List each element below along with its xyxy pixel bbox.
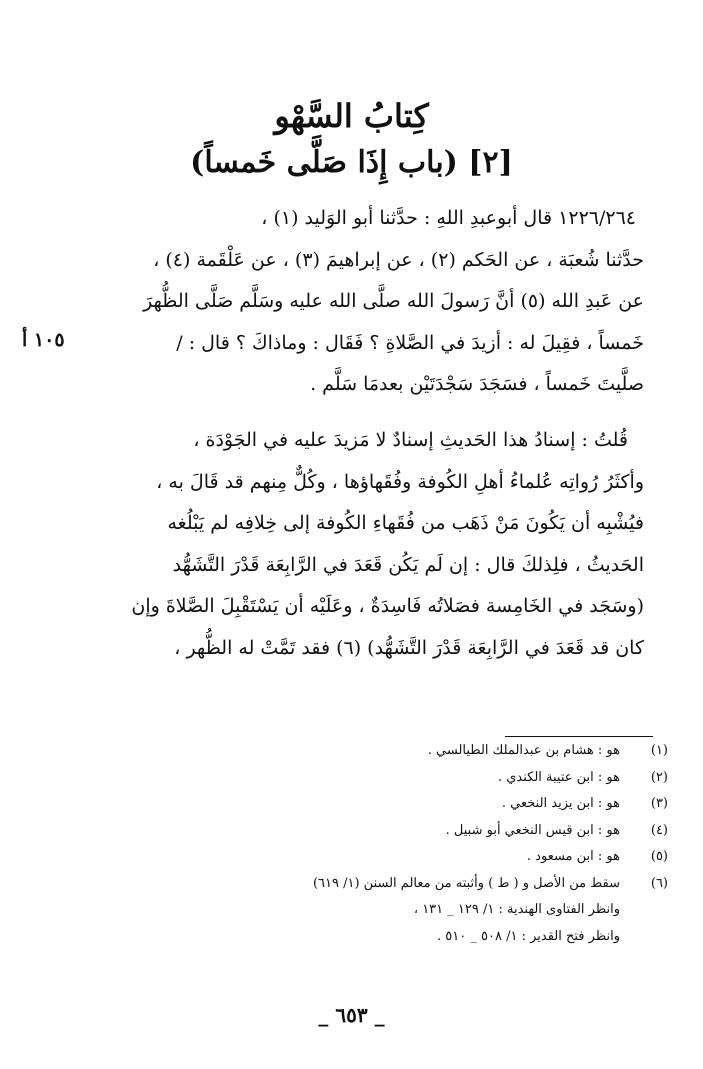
chapter-title: [٢] (باب إِذَا صَلَّى خَمساً) <box>190 145 513 180</box>
hadith-line: صلَّيتَ خَمساً ، فسَجَدَ سَجْدَتَيْن بعدمَا سَلَّم . <box>310 373 644 396</box>
footnote-text-line: وانظر فتح القدير : ١/ ٥٠٨ _ ٥١٠ . <box>437 928 620 944</box>
folio-marker: ١٠٥ أ <box>22 329 65 351</box>
footnote-number: (١) <box>650 743 668 758</box>
footnote-text-line: وانظر الفتاوى الهندية : ١/ ١٢٩ _ ١٣١ ، <box>413 902 620 917</box>
footnote-number: (٣) <box>650 796 668 811</box>
footnote-item <box>190 765 668 792</box>
footnote-item <box>190 791 668 818</box>
page-number: _ ٦٥٣ _ <box>318 1003 385 1027</box>
hadith-line: خَمساً ، فقِيلَ له : أزيدَ في الصَّلاةِ ؟ فَقَال : وماذاكَ ؟ قال : / <box>176 331 644 354</box>
commentary-line: قُلتُ : إسنادُ هذا الحَديثِ إسنادٌ لا مَزيدَ عليه في الجَوْدَة ، <box>193 429 628 451</box>
footnote-item <box>190 844 668 871</box>
commentary-text <box>66 420 644 670</box>
hadith-line: حدَّثنا شُعبَة ، عن الحَكم (٢) ، عن إبراهيمَ (٣) ، عن عَلْقَمة (٤) ، <box>153 248 644 271</box>
footnote-text: هو : ابن عتيبة الكندي . <box>497 769 620 785</box>
footnote-item <box>190 738 668 765</box>
footnote-text: هو : هشام بن عبدالملك الطيالسي . <box>427 743 620 758</box>
footnote-text-line: سقط من الأصل و ( ط ) وأثبته من معالم السنن (١/ ٦١٩) <box>312 875 620 891</box>
footnote-number: (٦) <box>650 875 668 891</box>
footnote-text: هو : ابن يزيد النخعي . <box>501 796 620 811</box>
commentary-line: (وسَجَد في الخَامِسة فصَلاتُه فَاسِدَةٌ ، وعَلَيْه أن يَسْتَقْبِلَ الصَّلاةَ وإن <box>131 595 644 618</box>
hadith-line: ١٢٢٦/٢٦٤ قال أبوعبدِ اللهِ : حدَّثنا أبو الوَليد (١) ، <box>261 207 636 229</box>
hadith-line: عن عَبدِ الله (٥) أنَّ رَسولَ الله صلَّى الله عليه وسَلَّم صَلَّى الظُّهرَ <box>143 290 644 313</box>
footnote-item <box>190 818 668 845</box>
commentary-line: كان قد قَعَدَ في الرَّابِعَة قَدْرَ التَّشَهُّد) (٦) فقد تَمَّتْ له الظُّهر ، <box>174 636 644 659</box>
footnote-divider <box>505 736 653 737</box>
footnote-text: هو : ابن مسعود . <box>526 849 620 864</box>
commentary-line: فيُشْبِه أن يَكُونَ مَنْ ذَهَب من فُقَهاءِ الكُوفة إلى خِلافِه لم يَبْلُغه <box>167 512 644 535</box>
hadith-text <box>66 198 644 406</box>
footnote-number: (٤) <box>650 822 668 838</box>
footnote-item <box>190 871 668 951</box>
footnote-number: (٢) <box>650 769 668 785</box>
footnote-text: هو : ابن قيس النخعي أبو شبيل . <box>445 822 620 838</box>
footnotes <box>190 738 668 950</box>
footnote-number: (٥) <box>650 849 668 864</box>
footnote-text <box>190 871 620 951</box>
commentary-line: الحَديثُ ، فلِذلكَ قال : إن لَم يَكُن قَعَدَ في الرَّابِعَة قَدْرَ التَّشَهُّد <box>172 553 644 576</box>
book-title: كِتابُ السَّهْو <box>274 97 429 135</box>
commentary-line: وأكثَرُ رُواتِه عُلماءُ أهلِ الكُوفة وفُقَهاؤها ، وكُلٌّ مِنهم قد قَالَ به ، <box>156 470 644 493</box>
